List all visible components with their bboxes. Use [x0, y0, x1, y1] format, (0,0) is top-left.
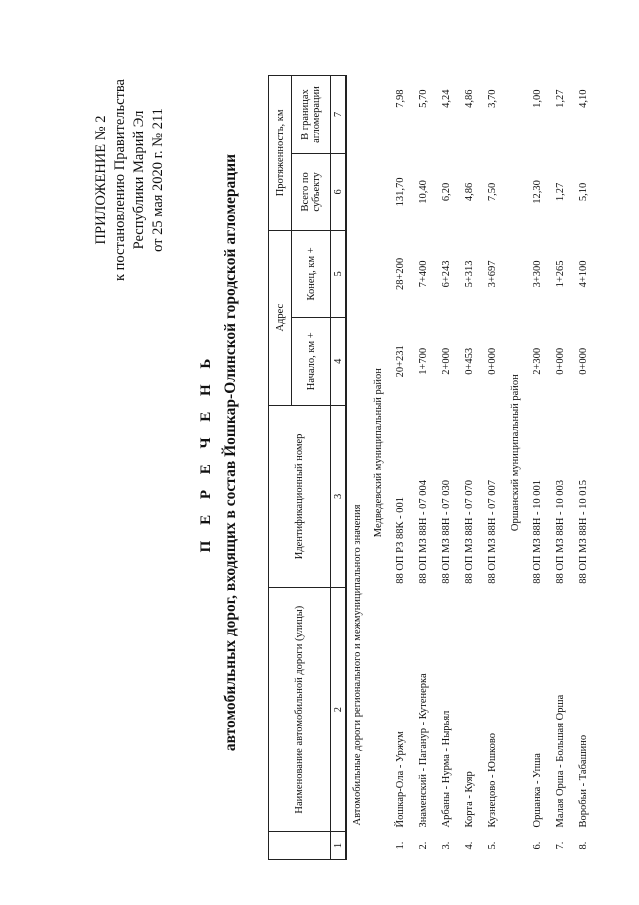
col-number: 5 — [331, 230, 347, 317]
row-end: 5+313 — [464, 260, 475, 288]
table-row — [549, 76, 572, 860]
row-start: 2+000 — [441, 347, 452, 375]
roads-table — [268, 75, 595, 860]
row-no: 7. — [555, 841, 566, 850]
row-name: Знаменский - Пагануp - Кутенерка — [418, 673, 429, 828]
document-heading: П Е Р Е Ч Е Н Ь — [198, 352, 214, 553]
row-aggl: 4,86 — [464, 89, 475, 108]
table-row — [481, 76, 504, 860]
col-number: 1 — [331, 831, 347, 859]
row-start: 2+300 — [532, 347, 543, 375]
header-id: Идентификационный номер — [269, 405, 331, 588]
row-id: 88 ОП МЗ 88Н - 07 004 — [418, 479, 429, 584]
row-total: 5,10 — [578, 182, 589, 202]
row-aggl: 4,10 — [578, 89, 589, 108]
table-row — [389, 76, 412, 860]
approval-line-3: Республики Марий Эл — [131, 110, 147, 250]
section-label: Автомобильные дороги регионального и межмуниципального значения — [351, 504, 363, 826]
col-number: 4 — [331, 318, 347, 406]
row-start: 20+231 — [395, 345, 406, 378]
row-total: 7,50 — [487, 182, 498, 202]
row-name: Воробьи - Табашино — [578, 734, 589, 828]
row-aggl: 3,70 — [487, 89, 498, 108]
row-id: 88 ОП МЗ 88Н - 10 003 — [555, 479, 566, 584]
row-start: 0+000 — [487, 347, 498, 375]
row-end: 3+300 — [532, 260, 543, 288]
row-start: 0+453 — [464, 347, 475, 375]
row-no: 8. — [578, 841, 589, 850]
district-label: Медведевский муниципальный район — [372, 368, 384, 538]
table-row — [526, 76, 549, 860]
row-aggl: 7,98 — [395, 89, 406, 108]
row-aggl: 1,00 — [532, 89, 543, 108]
row-no: 1. — [395, 841, 406, 850]
header-aggl: В границах агломерации — [292, 76, 331, 154]
document-subtitle: автомобильных дорог, входящих в состав Йошкар-Олинской городской агломерации — [222, 153, 239, 752]
row-id: 88 ОП МЗ 88Н - 10 015 — [578, 479, 589, 584]
row-total: 131,70 — [395, 177, 406, 207]
row-no: 6. — [532, 841, 543, 850]
row-start: 1+700 — [418, 347, 429, 375]
approval-line-2: к постановлению Правительства — [112, 79, 128, 281]
approval-block — [92, 30, 168, 330]
row-end: 1+265 — [555, 260, 566, 288]
row-total: 10,40 — [418, 180, 429, 204]
row-total: 12,30 — [532, 180, 543, 204]
col-number: 7 — [331, 76, 347, 154]
row-total: 1,27 — [555, 182, 566, 202]
header-total: Всего по субъекту — [292, 154, 331, 231]
row-name: Корта - Куяр — [464, 771, 475, 828]
row-end: 3+697 — [487, 260, 498, 288]
row-no: 2. — [418, 841, 429, 850]
header-no — [269, 831, 331, 859]
table-row — [458, 76, 481, 860]
row-name: Кузнецово - Юшково — [487, 733, 498, 828]
header-name: Наименование автомобильной дороги (улицы) — [269, 588, 331, 832]
header-end: Конец, км + — [292, 230, 331, 317]
row-total: 6,20 — [441, 182, 452, 202]
row-aggl: 4,24 — [441, 89, 452, 108]
approval-line-4: от 25 мая 2020 г. № 211 — [150, 108, 166, 252]
row-start: 0+000 — [555, 347, 566, 375]
row-aggl: 5,70 — [418, 89, 429, 108]
district-label: Оршанский муниципальный район — [509, 374, 521, 532]
row-name: Малая Орша - Большая Орша — [555, 694, 566, 828]
row-id: 88 ОП МЗ 88Н - 07 070 — [464, 479, 475, 584]
row-end: 6+243 — [441, 260, 452, 288]
row-start: 0+000 — [578, 347, 589, 375]
row-end: 7+400 — [418, 260, 429, 288]
row-name: Йошкар-Ола - Уржум — [395, 731, 406, 828]
row-no: 3. — [441, 841, 452, 850]
row-aggl: 1,27 — [555, 89, 566, 108]
row-no: 5. — [487, 841, 498, 850]
row-id: 88 ОП МЗ 88Н - 07 007 — [487, 479, 498, 584]
row-name: Оршанка - Упша — [532, 753, 543, 828]
row-total: 4,86 — [464, 182, 475, 202]
row-end: 28+200 — [395, 257, 406, 290]
table-row — [435, 76, 458, 860]
row-no: 4. — [464, 841, 475, 850]
row-id: 88 ОП МЗ 88Н - 10 001 — [532, 479, 543, 584]
row-id: 88 ОП РЗ 88К - 001 — [395, 497, 406, 584]
row-id: 88 ОП МЗ 88Н - 07 030 — [441, 479, 452, 584]
header-length: Протяженность, км — [269, 76, 292, 231]
row-name: Арбаны - Нурма - Нырьял — [441, 710, 452, 828]
header-start: Начало, км + — [292, 318, 331, 406]
approval-line-1: ПРИЛОЖЕНИЕ № 2 — [93, 115, 109, 245]
col-number: 3 — [331, 405, 347, 588]
header-address: Адрес — [269, 230, 292, 405]
table-row — [412, 76, 435, 860]
row-end: 4+100 — [578, 260, 589, 288]
table-row — [572, 76, 595, 860]
col-number: 2 — [331, 588, 347, 832]
col-number: 6 — [331, 154, 347, 231]
